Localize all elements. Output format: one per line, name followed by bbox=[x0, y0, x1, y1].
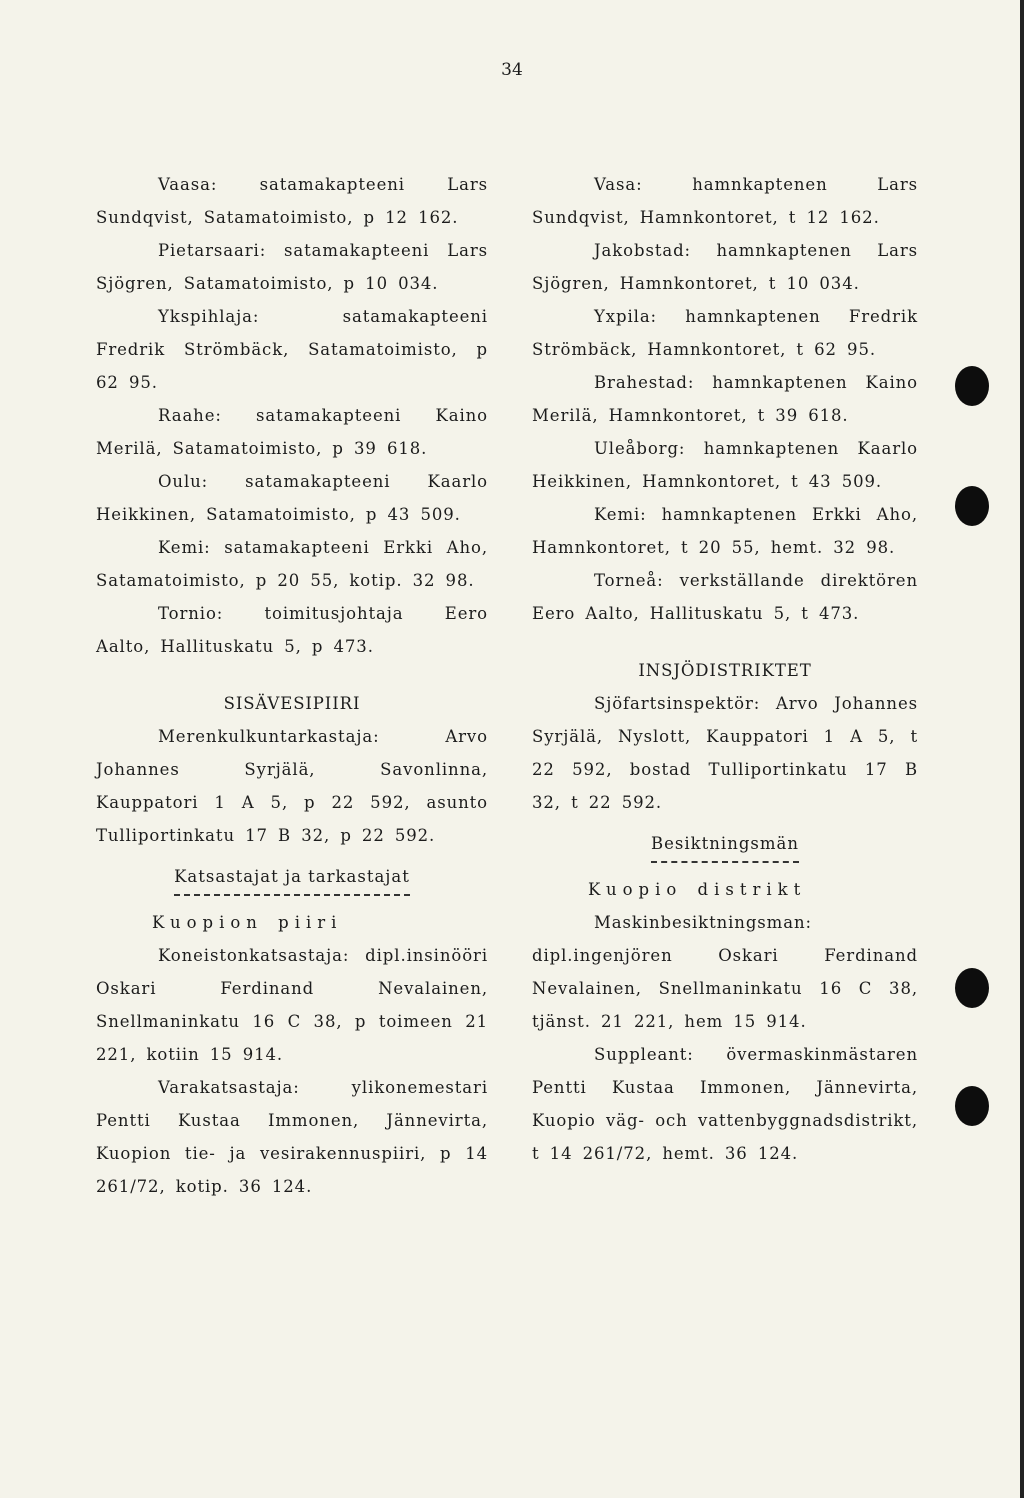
entry-kemi: Kemi: satamakapteeni Erkki Aho, Satamatoimisto, p 20 55, kotip. 32 98. bbox=[96, 538, 488, 590]
entry-inspector: Sjöfartsinspektör: Arvo Johannes Syrjälä, Nyslott, Kauppatori 1 A 5, t 22 592, bostad Tulliportinkatu 17 B 32, t 22 592. bbox=[532, 694, 918, 812]
punch-hole bbox=[955, 1086, 989, 1126]
finnish-column bbox=[96, 168, 488, 1203]
entry-machine-surveyor: Koneistonkatsastaja: dipl.insinööri Oskari Ferdinand Nevalainen, Snellmaninkatu 16 C 38, p toimeen 21 221, kotiin 15 914. bbox=[96, 946, 488, 1064]
section-heading: SISÄVESIPIIRI bbox=[223, 694, 361, 713]
entry-brahestad: Brahestad: hamnkaptenen Kaino Merilä, Hamnkontoret, t 39 618. bbox=[532, 373, 918, 425]
entry-yxpila: Yxpila: hamnkaptenen Fredrik Strömbäck, Hamnkontoret, t 62 95. bbox=[532, 307, 918, 359]
punch-hole bbox=[955, 486, 989, 526]
swedish-column bbox=[532, 168, 918, 1170]
district-heading: Kuopion piiri bbox=[152, 913, 343, 932]
entry-ykspihlaja: Ykspihlaja: satamakapteeni Fredrik Strömbäck, Satamatoimisto, p 62 95. bbox=[96, 307, 488, 392]
subsection-heading bbox=[532, 827, 918, 863]
entry-oulu: Oulu: satamakapteeni Kaarlo Heikkinen, Satamatoimisto, p 43 509. bbox=[96, 472, 488, 524]
section-heading: INSJÖDISTRIKTET bbox=[638, 661, 812, 680]
entry-deputy-surveyor: Varakatsastaja: ylikonemestari Pentti Kustaa Immonen, Jännevirta, Kuopion tie- ja vesirakennuspiiri, p 14 261/72, kotip. 36 124. bbox=[96, 1078, 488, 1196]
entry-vaasa: Vaasa: satamakapteeni Lars Sundqvist, Satamatoimisto, p 12 162. bbox=[96, 175, 488, 227]
page-edge bbox=[1020, 0, 1024, 1498]
entry-tornio: Tornio: toimitusjohtaja Eero Aalto, Hallituskatu 5, p 473. bbox=[96, 604, 488, 656]
district-heading: Kuopio distrikt bbox=[588, 880, 807, 899]
subsection-heading bbox=[96, 860, 488, 896]
entry-inspector: Merenkulkuntarkastaja: Arvo Johannes Syrjälä, Savonlinna, Kauppatori 1 A 5, p 22 592, asunto Tulliportinkatu 17 B 32, p 22 592. bbox=[96, 727, 488, 845]
page-number: 34 bbox=[501, 60, 523, 80]
subsection-heading-text: Katsastajat ja tarkastajat bbox=[174, 860, 410, 896]
entry-kemi: Kemi: hamnkaptenen Erkki Aho, Hamnkontoret, t 20 55, hemt. 32 98. bbox=[532, 505, 918, 557]
entry-raahe: Raahe: satamakapteeni Kaino Merilä, Satamatoimisto, p 39 618. bbox=[96, 406, 488, 458]
punch-hole bbox=[955, 968, 989, 1008]
entry-jakobstad: Jakobstad: hamnkaptenen Lars Sjögren, Hamnkontoret, t 10 034. bbox=[532, 241, 918, 293]
entry-vasa: Vasa: hamnkaptenen Lars Sundqvist, Hamnkontoret, t 12 162. bbox=[532, 175, 918, 227]
subsection-heading-text: Besiktningsmän bbox=[651, 827, 799, 863]
entry-machine-surveyor: Maskinbesiktningsman: dipl.ingenjören Oskari Ferdinand Nevalainen, Snellmaninkatu 16 C 38, tjänst. 21 221, hem 15 914. bbox=[532, 913, 918, 1031]
entry-tornea: Torneå: verkställande direktören Eero Aalto, Hallituskatu 5, t 473. bbox=[532, 571, 918, 623]
entry-deputy-surveyor: Suppleant: övermaskinmästaren Pentti Kustaa Immonen, Jännevirta, Kuopio väg- och vattenbyggnadsdistrikt, t 14 261/72, hemt. 36 124. bbox=[532, 1045, 918, 1163]
entry-uleaborg: Uleåborg: hamnkaptenen Kaarlo Heikkinen, Hamnkontoret, t 43 509. bbox=[532, 439, 918, 491]
entry-pietarsaari: Pietarsaari: satamakapteeni Lars Sjögren, Satamatoimisto, p 10 034. bbox=[96, 241, 488, 293]
punch-hole bbox=[955, 366, 989, 406]
